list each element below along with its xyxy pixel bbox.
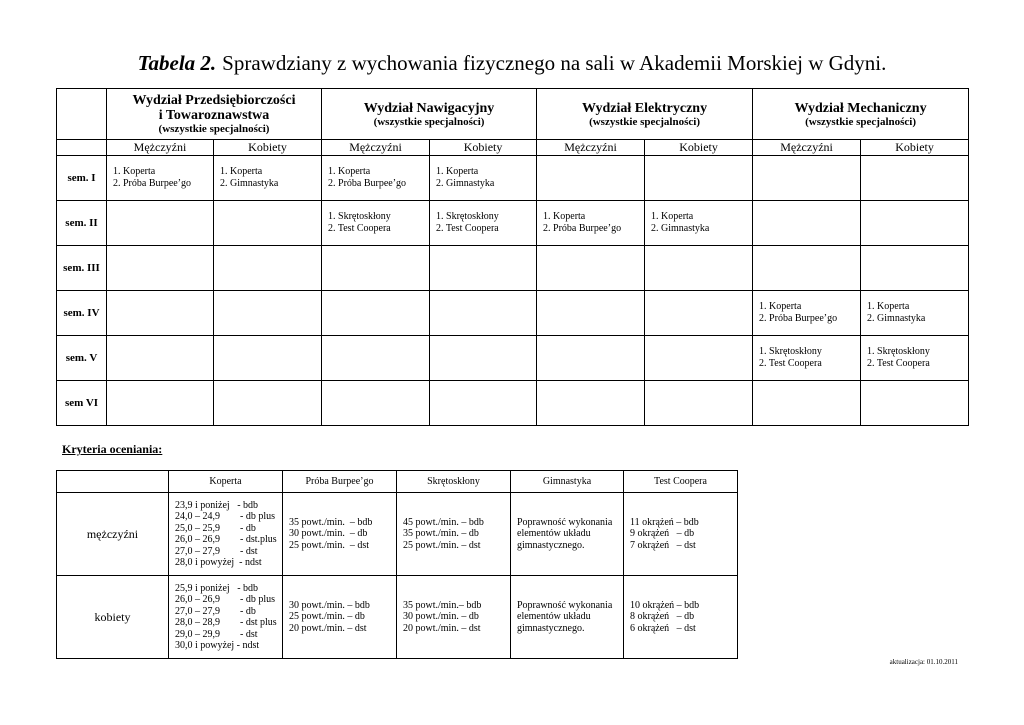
criteria-line: 27,0 – 27,9 - dst (175, 545, 258, 557)
schedule-cell (645, 246, 753, 291)
schedule-cell (430, 291, 537, 336)
criteria-col-header: Gimnastyka (511, 471, 624, 493)
schedule-cell (107, 291, 214, 336)
semester-label: sem. I (57, 156, 107, 201)
schedule-cell (537, 336, 645, 381)
test-item: 2. Próba Burpee’go (113, 178, 192, 189)
schedule-cell (430, 156, 537, 201)
test-item: 1. Koperta (220, 166, 263, 177)
test-item: 2. Próba Burpee’go (543, 223, 622, 234)
test-item: 1. Koperta (113, 166, 156, 177)
gender-header-men: Mężczyźni (753, 140, 861, 156)
schedule-cell (430, 246, 537, 291)
schedule-cell (322, 246, 430, 291)
schedule-cell (861, 156, 969, 201)
gender-header-men: Mężczyźni (322, 140, 430, 156)
test-item: 2. Gimnastyka (867, 313, 926, 324)
schedule-cell (537, 381, 645, 426)
schedule-cell (645, 291, 753, 336)
criteria-row (57, 576, 738, 659)
test-item: 1. Skrętoskłony (867, 346, 930, 357)
criteria-line: Poprawność wykonania (517, 516, 613, 528)
schedule-cell (322, 201, 430, 246)
semester-row (57, 381, 969, 426)
schedule-cell (107, 336, 214, 381)
criteria-line: 28,0 – 28,9 - dst plus (175, 617, 277, 628)
test-item: 2. Test Coopera (867, 358, 930, 369)
test-item: 1. Koperta (436, 166, 479, 177)
schedule-cell (753, 156, 861, 201)
schedule-cell (107, 246, 214, 291)
semester-label: sem VI (57, 381, 107, 426)
faculty-header: Wydział Nawigacyjny (wszystkie specjalności) (322, 89, 537, 140)
schedule-cell (753, 336, 861, 381)
criteria-cell (511, 576, 624, 659)
schedule-cell (645, 381, 753, 426)
test-item: 1. Koperta (867, 301, 910, 312)
criteria-line: 35 powt./min. – bdb (289, 516, 373, 528)
criteria-col-header: Test Coopera (624, 471, 738, 493)
corner-cell (57, 140, 107, 156)
criteria-line: 30 powt./min. – db (289, 528, 368, 540)
schedule-cell (214, 156, 322, 201)
schedule-cell (753, 291, 861, 336)
test-item: 1. Koperta (543, 211, 586, 222)
schedule-cell (214, 381, 322, 426)
criteria-cell (169, 493, 283, 576)
criteria-line: 23,9 i poniżej - bdb (175, 499, 259, 511)
semester-row (57, 201, 969, 246)
criteria-line: 35 powt./min. – db (403, 528, 479, 540)
criteria-line: gimnastycznego. (517, 539, 585, 551)
schedule-cell (430, 381, 537, 426)
criteria-cell (511, 493, 624, 576)
criteria-cell (397, 493, 511, 576)
criteria-line: 20 powt./min. – dst (289, 622, 367, 634)
test-item: 1. Koperta (651, 211, 694, 222)
schedule-cell (753, 246, 861, 291)
schedule-cell (430, 201, 537, 246)
gender-header-women: Kobiety (861, 140, 969, 156)
semester-label: sem. V (57, 336, 107, 381)
criteria-line: 35 powt./min.– bdb (403, 599, 482, 611)
criteria-line: 6 okrążeń – dst (630, 622, 696, 634)
schedule-cell (537, 156, 645, 201)
test-item: 1. Skrętoskłony (436, 211, 499, 222)
title-prefix: Tabela 2. (137, 51, 217, 75)
semester-label: sem. IV (57, 291, 107, 336)
criteria-line: 28,0 i powyżej - ndst (175, 557, 262, 568)
criteria-cell (283, 493, 397, 576)
test-item: 2. Test Coopera (436, 223, 499, 234)
criteria-col-header: Skrętoskłony (397, 471, 511, 493)
criteria-heading: Kryteria oceniania: (62, 442, 163, 456)
semester-label: sem. II (57, 201, 107, 246)
test-item: 2. Próba Burpee’go (328, 178, 407, 189)
criteria-line: Poprawność wykonania (517, 599, 613, 611)
criteria-line: 30,0 i powyżej - ndst (175, 640, 260, 651)
schedule-cell (861, 291, 969, 336)
schedule-cell (322, 291, 430, 336)
schedule-cell (861, 201, 969, 246)
criteria-line: 20 powt./min. – dst (403, 622, 481, 634)
criteria-line: 7 okrążeń – dst (630, 539, 696, 551)
update-date: aktualizacja: 01.10.2011 (889, 658, 958, 666)
criteria-col-header: Koperta (169, 471, 283, 493)
semester-row (57, 336, 969, 381)
criteria-corner (57, 471, 169, 493)
schedule-cell (322, 156, 430, 201)
schedule-cell (537, 201, 645, 246)
criteria-col-header: Próba Burpee’go (283, 471, 397, 493)
criteria-line: 26,0 – 26,9 - dst.plus (175, 534, 277, 545)
criteria-cell (624, 576, 738, 659)
schedule-cell (214, 291, 322, 336)
faculty-header: Wydział Przedsiębiorczości i Towaroznawstwa (wszystkie specjalności) (107, 89, 322, 140)
schedule-cell (645, 156, 753, 201)
test-item: 2. Gimnastyka (651, 223, 710, 234)
schedule-cell (861, 246, 969, 291)
test-item: 2. Test Coopera (328, 223, 391, 234)
semester-row (57, 156, 969, 201)
faculty-header: Wydział Mechaniczny (wszystkie specjalności) (753, 89, 969, 140)
schedule-cell (214, 246, 322, 291)
schedule-cell (430, 336, 537, 381)
criteria-line: 25 powt./min. – dst (289, 539, 370, 551)
criteria-cell (624, 493, 738, 576)
criteria-row-label: kobiety (57, 576, 169, 659)
schedule-cell (214, 201, 322, 246)
criteria-line: 27,0 – 27,9 - db (175, 605, 256, 617)
criteria-line: 25,9 i poniżej - bdb (175, 582, 259, 594)
criteria-rows (57, 493, 738, 659)
schedule-cell (861, 381, 969, 426)
faculty-header: Wydział Elektryczny (wszystkie specjalności) (537, 89, 753, 140)
test-item: 1. Skrętoskłony (759, 346, 822, 357)
schedule-cell (322, 336, 430, 381)
test-item: 2. Gimnastyka (220, 178, 279, 189)
criteria-cell (397, 576, 511, 659)
schedule-cell (645, 336, 753, 381)
test-item: 1. Koperta (759, 301, 802, 312)
criteria-line: gimnastycznego. (517, 622, 585, 634)
criteria-line: 11 okrążeń – bdb (630, 516, 699, 528)
criteria-table (56, 470, 738, 659)
semester-label: sem. III (57, 246, 107, 291)
criteria-cell (283, 576, 397, 659)
schedule-cell (107, 381, 214, 426)
schedule-cell (214, 336, 322, 381)
schedule-cell (645, 201, 753, 246)
gender-header-women: Kobiety (214, 140, 322, 156)
criteria-line: 9 okrążeń – db (630, 528, 695, 540)
test-item: 1. Koperta (328, 166, 371, 177)
test-item: 2. Próba Burpee’go (759, 313, 838, 324)
page-title (0, 50, 1024, 76)
criteria-cell (169, 576, 283, 659)
semester-row (57, 246, 969, 291)
test-item: 2. Test Coopera (759, 358, 822, 369)
criteria-line: 30 powt./min. – bdb (289, 599, 370, 611)
gender-header-women: Kobiety (430, 140, 537, 156)
criteria-line: 8 okrążeń – db (630, 611, 695, 623)
schedule-cell (107, 156, 214, 201)
schedule-table (56, 88, 969, 426)
criteria-line: elementów układu (517, 611, 591, 623)
criteria-row-label: mężczyźni (57, 493, 169, 576)
criteria-line: 10 okrążeń – bdb (630, 599, 700, 611)
gender-header-men: Mężczyźni (107, 140, 214, 156)
schedule-cell (537, 246, 645, 291)
schedule-cell (753, 201, 861, 246)
criteria-line: 25 powt./min. – db (289, 611, 365, 623)
criteria-line: 24,0 – 24,9 - db plus (175, 511, 275, 522)
gender-header-women: Kobiety (645, 140, 753, 156)
criteria-line: 45 powt./min. – bdb (403, 516, 484, 528)
title-text: Sprawdziany z wychowania fizycznego na sali w Akademii Morskiej w Gdyni. (222, 51, 887, 75)
test-item: 1. Skrętoskłony (328, 211, 391, 222)
corner-cell (57, 89, 107, 140)
semester-rows (57, 156, 969, 426)
schedule-cell (322, 381, 430, 426)
criteria-line: 29,0 – 29,9 - dst (175, 628, 258, 640)
semester-row (57, 291, 969, 336)
gender-header-men: Mężczyźni (537, 140, 645, 156)
criteria-line: 30 powt./min. – db (403, 611, 479, 623)
criteria-line: elementów układu (517, 528, 591, 540)
schedule-cell (107, 201, 214, 246)
schedule-cell (861, 336, 969, 381)
criteria-line: 26,0 – 26,9 - db plus (175, 594, 275, 605)
test-item: 2. Gimnastyka (436, 178, 495, 189)
schedule-cell (537, 291, 645, 336)
schedule-cell (753, 381, 861, 426)
criteria-line: 25,0 – 25,9 - db (175, 522, 256, 534)
criteria-row (57, 493, 738, 576)
criteria-line: 25 powt./min. – dst (403, 539, 481, 551)
